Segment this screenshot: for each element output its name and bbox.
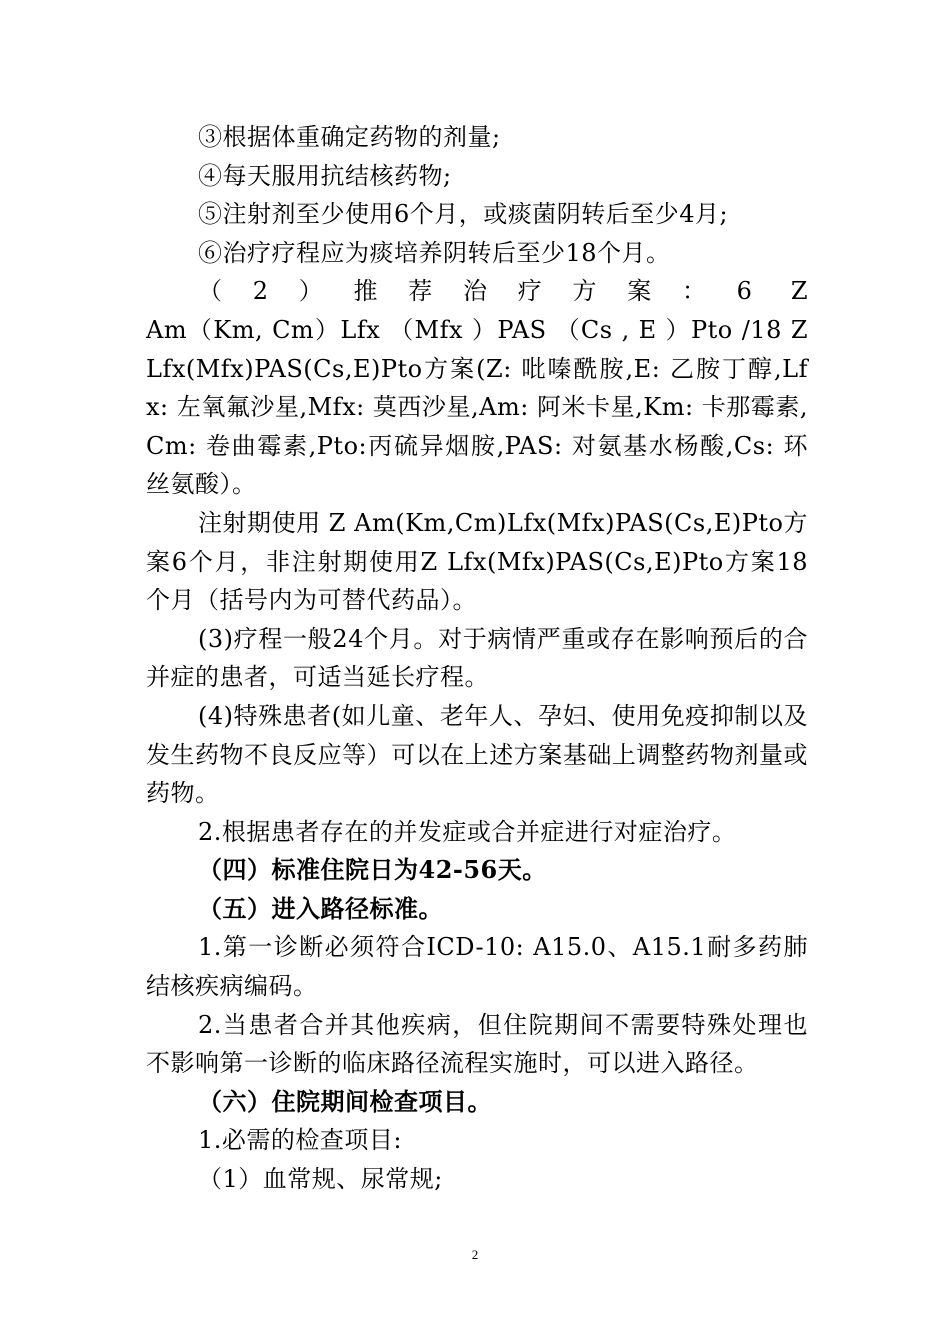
paragraph-comorbidity-entry: 2.当患者合并其他疾病，但住院期间不需要特殊处理也不影响第一诊断的临床路径流程实施时，可以进入路径。 xyxy=(146,1010,808,1078)
paragraph-recommended-regimen-heading: （2）推荐治疗方案：6 Z xyxy=(198,277,808,306)
paragraph-symptomatic-treatment: 2.根据患者存在的并发症或合并症进行对症治疗。 xyxy=(198,817,737,846)
paragraph-dose-by-weight: ③根据体重确定药物的剂量; xyxy=(198,123,501,151)
paragraph-special-patients: (4)特殊患者(如儿童、老年人、孕妇、使用免疫抑制以及发生药物不良反应等）可以在上述方案基础上调整药物剂量或药物。 xyxy=(146,701,808,808)
paragraph-required-exams: 1.必需的检查项目: xyxy=(198,1126,402,1155)
document-body xyxy=(146,118,808,1199)
heading-standard-stay: （四）标准住院日为42-56天。 xyxy=(198,855,547,885)
paragraph-course-length: (3)疗程一般24个月。对于病情严重或存在影响预后的合并症的患者，可适当延长疗程。 xyxy=(146,624,808,692)
paragraph-treatment-course: ⑥治疗疗程应为痰培养阴转后至少18个月。 xyxy=(198,238,671,267)
paragraph-injection-phase: 注射期使用 Z Am(Km,Cm)Lfx(Mfx)PAS(Cs,E)Pto方案6个月，非注射期使用Z Lfx(Mfx)PAS(Cs,E)Pto方案18个月（括号内为可替代药品）。 xyxy=(146,508,808,615)
paragraph-regimen-drug-list: Am（Km, Cm）Lfx （Mfx ）PAS （Cs , E ）Pto /18 Z Lfx(Mfx)PAS(Cs,E)Pto方案(Z: 吡嗪酰胺,E: 乙胺丁醇,Lfx: 左氧氟沙星,Mfx: 莫西沙星,Am: 阿米卡星,Km: 卡那霉素,Cm: 卷曲霉素,Pto:丙硫异烟胺,PAS: 对氨基水杨酸,Cs: 环丝氨酸）。 xyxy=(146,315,808,499)
paragraph-first-diagnosis: 1.第一诊断必须符合ICD-10: A15.0、A15.1耐多药肺结核疾病编码。 xyxy=(146,933,808,1001)
paragraph-injection-duration: ⑤注射剂至少使用6个月，或痰菌阴转后至少4月; xyxy=(198,200,729,229)
page-number: 2 xyxy=(471,1247,479,1262)
heading-entry-criteria: （五）进入路径标准。 xyxy=(198,893,443,923)
paragraph-daily-medication: ④每天服用抗结核药物; xyxy=(198,161,452,190)
heading-inpatient-exams: （六）住院期间检查项目。 xyxy=(198,1086,492,1116)
paragraph-blood-urine-routine: （1）血常规、尿常规; xyxy=(198,1165,443,1194)
